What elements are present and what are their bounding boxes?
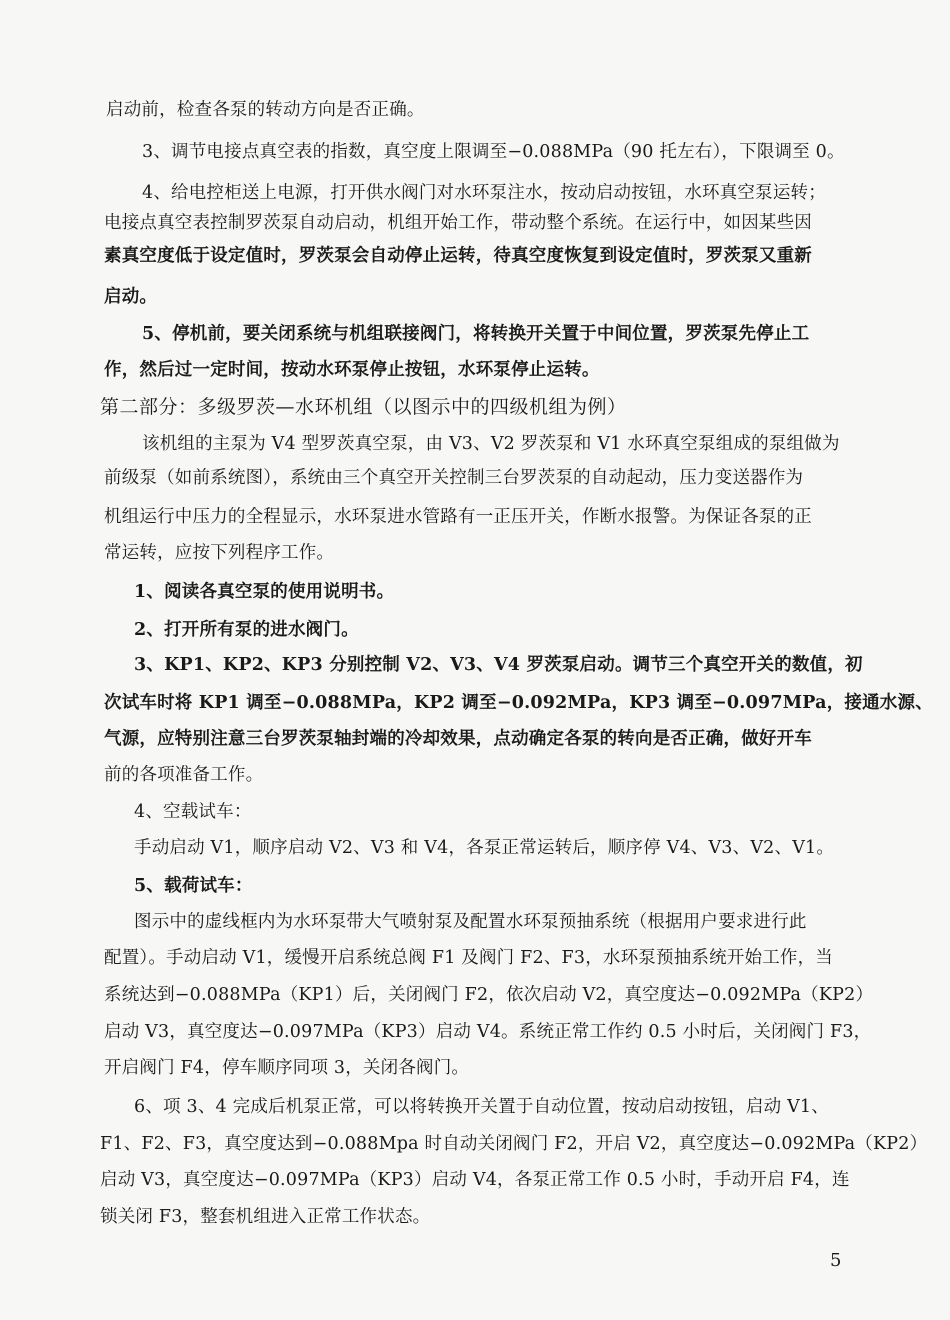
section-heading: 第二部分：多级罗茨—水环机组（以图示中的四级机组为例）	[100, 396, 627, 418]
paragraph-line: 4、给电控柜送上电源，打开供水阀门对水环泵注水，按动启动按钮，水环真空泵运转；	[142, 183, 826, 203]
paragraph-line: 作，然后过一定时间，按动水环泵停止按钮，水环泵停止运转。	[104, 360, 600, 380]
paragraph-line: 启动 V3，真空度达−0.097MPa（KP3）启动 V4。系统正常工作约 0.5 小时后，关闭阀门 F3，	[104, 1022, 872, 1042]
paragraph-line: 4、空载试车：	[134, 802, 252, 822]
paragraph-line: 该机组的主泵为 V4 型罗茨真空泵，由 V3、V2 罗茨泵和 V1 水环真空泵组成的泵组做为	[142, 434, 840, 454]
paragraph-line: 开启阀门 F4，停车顺序同项 3，关闭各阀门。	[104, 1058, 470, 1078]
paragraph-line: 启动 V3，真空度达−0.097MPa（KP3）启动 V4，各泵正常工作 0.5 小时，手动开启 F4，连	[100, 1170, 850, 1190]
paragraph-line: 3、KP1、KP2、KP3 分别控制 V2、V3、V4 罗茨泵启动。调节三个真空开关的数值，初	[134, 655, 863, 675]
paragraph-line: 锁关闭 F3，整套机组进入正常工作状态。	[100, 1207, 431, 1227]
paragraph-line: 素真空度低于设定值时，罗茨泵会自动停止运转，待真空度恢复到设定值时，罗茨泵又重新	[104, 246, 812, 266]
paragraph-line: F1、F2、F3，真空度达到−0.088Mpa 时自动关闭阀门 F2，开启 V2，真空度达−0.092MPa（KP2）	[100, 1134, 928, 1154]
paragraph-line: 5、载荷试车：	[134, 876, 253, 896]
paragraph-line: 启动前，检查各泵的转动方向是否正确。	[106, 100, 425, 120]
page-number: 5	[830, 1250, 842, 1271]
paragraph-line: 常运转，应按下列程序工作。	[104, 543, 335, 563]
paragraph-line: 气源，应特别注意三台罗茨泵轴封端的冷却效果，点动确定各泵的转向是否正确，做好开车	[104, 729, 812, 749]
paragraph-line: 机组运行中压力的全程显示，水环泵进水管路有一正压开关，作断水报警。为保证各泵的正	[104, 507, 812, 527]
paragraph-line: 图示中的虚线框内为水环泵带大气喷射泵及配置水环泵预抽系统（根据用户要求进行此	[134, 912, 807, 932]
paragraph-line: 1、阅读各真空泵的使用说明书。	[134, 582, 395, 602]
paragraph-line: 2、打开所有泵的进水阀门。	[134, 620, 359, 640]
paragraph-line: 5、停机前，要关闭系统与机组联接阀门，将转换开关置于中间位置，罗茨泵先停止工	[142, 324, 810, 344]
paragraph-line: 前级泵（如前系统图），系统由三个真空开关控制三台罗茨泵的自动起动，压力变送器作为	[104, 468, 804, 488]
paragraph-line: 6、项 3、4 完成后机泵正常，可以将转换开关置于自动位置，按动启动按钮，启动 V1、	[134, 1097, 829, 1117]
paragraph-line: 3、调节电接点真空表的指数，真空度上限调至−0.088MPa（90 托左右），下限调至 0。	[142, 142, 845, 162]
paragraph-line: 电接点真空表控制罗茨泵自动启动，机组开始工作，带动整个系统。在运行中，如因某些因	[104, 213, 812, 233]
paragraph-line: 前的各项准备工作。	[104, 765, 264, 785]
paragraph-line: 系统达到−0.088MPa（KP1）后，关闭阀门 F2，依次启动 V2，真空度达−0.092MPa（KP2）	[104, 985, 874, 1005]
paragraph-line: 手动启动 V1，顺序启动 V2、V3 和 V4，各泵正常运转后，顺序停 V4、V3、V2、V1。	[134, 838, 835, 858]
paragraph-line: 配置）。手动启动 V1，缓慢开启系统总阀 F1 及阀门 F2、F3，水环泵预抽系统开始工作，当	[104, 948, 833, 968]
paragraph-line: 启动。	[104, 287, 158, 307]
paragraph-line: 次试车时将 KP1 调至−0.088MPa，KP2 调至−0.092MPa，KP3 调至−0.097MPa，接通水源、	[104, 693, 933, 713]
